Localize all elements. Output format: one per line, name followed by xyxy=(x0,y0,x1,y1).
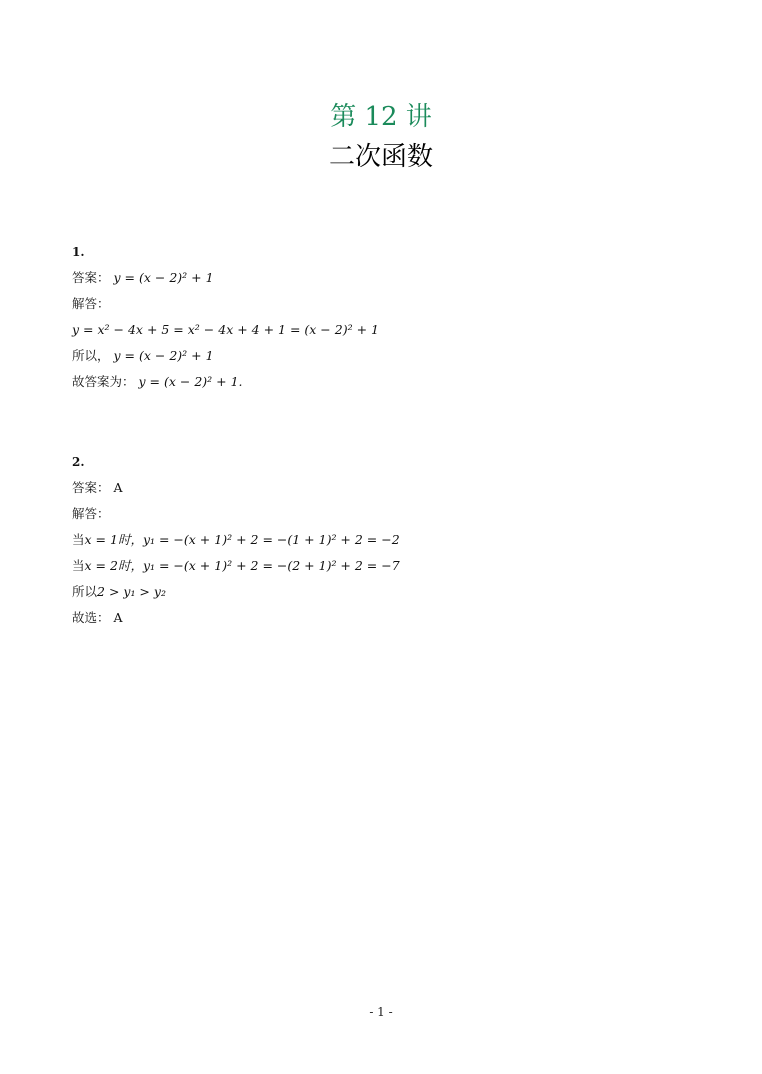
solution-line xyxy=(72,346,692,372)
line-math: 2 > y₁ > y₂ xyxy=(97,584,166,599)
solution-heading xyxy=(72,504,692,530)
line-math: A xyxy=(113,480,123,495)
problem-2 xyxy=(72,452,692,634)
line-label: 答案： xyxy=(72,480,110,495)
line-label: 答案： xyxy=(72,270,110,285)
solution-line xyxy=(72,582,692,608)
page-number: - 1 - xyxy=(369,1005,393,1019)
line-math: x = 2时，y₁ = −(x + 1)² + 2 = −(2 + 1)² + 2 = −7 xyxy=(84,558,400,573)
lecture-number: 第 12 讲 xyxy=(330,102,432,132)
line-math: y = (x − 2)² + 1. xyxy=(138,374,243,389)
solution-heading xyxy=(72,294,692,320)
line-label: 故答案为： xyxy=(72,374,135,389)
line-math: A xyxy=(113,610,123,625)
solution-line xyxy=(72,530,692,556)
line-math: y = (x − 2)² + 1 xyxy=(113,348,214,363)
line-math: y = (x − 2)² + 1 xyxy=(113,270,214,285)
conclusion-line xyxy=(72,372,692,398)
solution-line xyxy=(72,556,692,582)
line-label: 当 xyxy=(72,558,85,573)
line-label: 解答： xyxy=(72,506,110,521)
line-label: 当 xyxy=(72,532,85,547)
lecture-title: 二次函数 xyxy=(328,142,433,172)
line-math: x = 1时，y₁ = −(x + 1)² + 2 = −(1 + 1)² + 2 = −2 xyxy=(84,532,400,547)
line-label: 所以 xyxy=(72,584,98,599)
problem-1 xyxy=(72,242,692,398)
line-label: 所以， xyxy=(72,348,110,363)
problem-number: 1. xyxy=(72,245,85,259)
answer-line xyxy=(72,268,692,294)
line-label: 故选： xyxy=(72,610,110,625)
solution-line xyxy=(72,320,692,346)
line-math: y = x² − 4x + 5 = x² − 4x + 4 + 1 = (x − 2)² + 1 xyxy=(72,322,379,337)
answer-line xyxy=(72,478,692,504)
line-label: 解答： xyxy=(72,296,110,311)
problem-number: 2. xyxy=(72,455,85,469)
conclusion-line xyxy=(72,608,692,634)
